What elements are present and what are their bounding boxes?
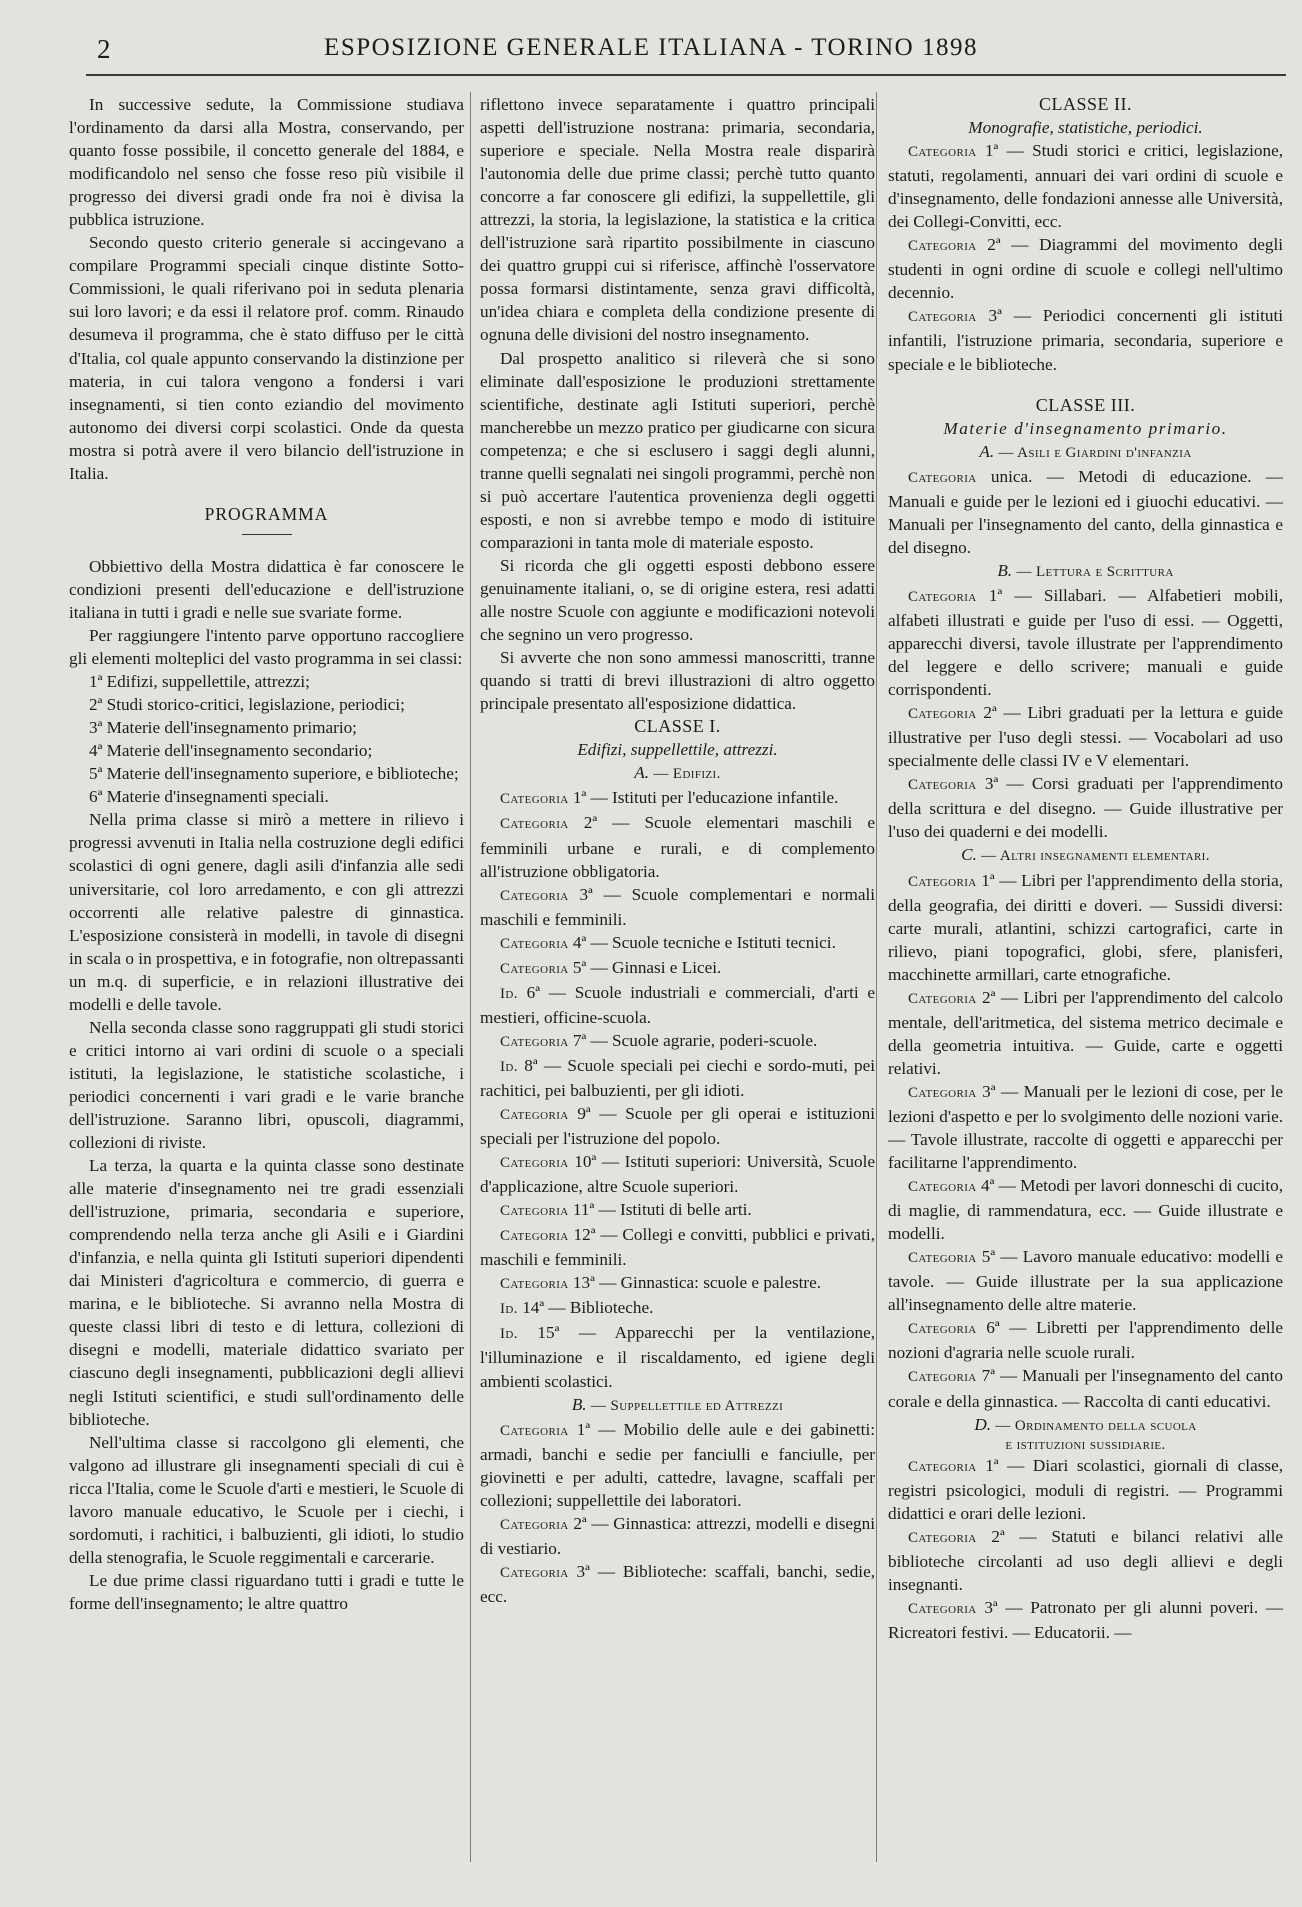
category-entry (888, 772, 1283, 843)
category-number: 2ª (573, 1513, 587, 1533)
category-text: — Scuole industriali e commerciali, d'arti e mestieri, officine-scuola. (480, 982, 875, 1027)
category-entry (480, 786, 875, 811)
category-label: Categoria (908, 1179, 977, 1196)
category-label: Categoria (500, 1155, 569, 1172)
paragraph: Secondo questo criterio generale si accingevano a compilare Programmi speciali cinque distinte Sotto-Commissioni, le quali riferivano poi in seduta plenaria sui loro lavori; e da essi il relatore prof. comm. Rinaudo desumeva il programma, che è stato diffuso per le città d'Italia, col quale appunto conservando la distinzione per materia, in cui talora vengono a fondersi i vari insegnamenti, si tien conto eziandio del movimento autonomo dei diversi corpi scolastici. Onde da questa mostra si potrà avere il vero bilancio dell'istruzione in Italia. (69, 233, 464, 483)
category-number: 1ª (988, 585, 1003, 605)
category-entry (888, 1245, 1283, 1316)
paragraph: Obbiettivo della Mostra didattica è far conoscere le condizioni presenti dell'educazione e dell'istruzione italiana in tutti i gradi e nelle sue svariate forme. (69, 556, 464, 622)
category-text: — Corsi graduati per l'apprendimento della scrittura e del disegno. — Guide illustrative per l'uso dei quaderni e dei modelli. (888, 774, 1284, 842)
section-name: — Altri insegnamenti elementari. (981, 848, 1210, 865)
category-text: — Scuole elementari maschili e femminili urbane e rurali, e di complemento all'istruzione obbligatoria. (480, 813, 876, 881)
category-number: 15ª (537, 1323, 560, 1343)
class-list-item: 4ª Materie dell'insegnamento secondario; (89, 741, 373, 761)
category-label: Categoria (500, 791, 569, 808)
section-letter: A. (979, 441, 995, 461)
category-text: — Metodi per lavori donneschi di cucito, di maglie, di rammendatura, ecc. — Guide illustrate e modelli. (888, 1176, 1283, 1244)
category-number: 14ª (522, 1298, 545, 1318)
section-name: — Suppellettile ed Attrezzi (590, 1397, 784, 1414)
classe-subtitle: Materie d'insegnamento primario. (943, 418, 1228, 438)
category-label: Categoria (908, 1529, 977, 1546)
column-left (69, 93, 464, 1615)
category-entry (480, 956, 875, 981)
category-number: 5ª (981, 1247, 996, 1267)
classe-subtitle: Monografie, statistiche, periodici. (968, 118, 1203, 138)
category-text: — Scuole agrarie, poderi-scuole. (586, 1030, 818, 1050)
category-number: unica. (990, 466, 1033, 486)
section-heading (888, 843, 1283, 868)
class-list-item: 1ª Edifizi, suppellettile, attrezzi; (89, 672, 310, 692)
category-text: — Periodici concernenti gli istituti infantili, l'istruzione primaria, secondaria, superiore e speciale e le biblioteche. (888, 306, 1284, 374)
category-entry (480, 1512, 875, 1560)
category-text: — Scuole tecniche e Istituti tecnici. (586, 932, 836, 952)
category-label: Id. (500, 1301, 518, 1318)
header-rule (86, 74, 1286, 76)
category-text: — Libretti per l'apprendimento delle nozioni d'agraria nelle scuole rurali. (888, 1318, 1284, 1363)
category-label: Categoria (500, 1203, 569, 1220)
category-label: Categoria (908, 588, 977, 605)
category-list (888, 1454, 1283, 1644)
category-number: 6ª (986, 1318, 1000, 1338)
running-title: ESPOSIZIONE GENERALE ITALIANA - TORINO 1898 (324, 34, 978, 61)
paragraph: Si avverte che non sono ammessi manoscritti, tranne quando si tratti di brevi illustrazioni di altro oggetto principale presentato all'esposizione didattica. (480, 648, 875, 714)
category-number: 2ª (991, 1526, 1005, 1546)
category-text: — Diagrammi del movimento degli studenti in ogni ordine di scuole e collegi nell'ultimo decennio. (888, 235, 1283, 303)
category-label: Categoria (908, 777, 977, 794)
category-text: — Sillabari. — Alfabetieri mobili, alfabeti illustrati e guide per l'uso di essi. — Oggetti, apparecchi diversi, tavole illustrate per l'apprendimento del leggere e dello scrivere; manuali e guide corrispondenti. (888, 585, 1284, 700)
category-entry (888, 1174, 1283, 1245)
category-entry (480, 811, 875, 882)
category-label: Categoria (500, 1033, 569, 1050)
class-list-item: 2ª Studi storico-critici, legislazione, periodici; (89, 695, 405, 715)
paragraph: Si ricorda che gli oggetti esposti debbono essere genuinamente italiani, o, se di origine estera, resi adatti alle nostre Scuole con aggiunte e modificazioni notevoli che segnino un vero progresso. (480, 555, 875, 645)
category-label: Categoria (500, 816, 569, 833)
category-label: Categoria (908, 1458, 977, 1475)
category-number: 3ª (579, 884, 593, 904)
category-number: 2ª (987, 235, 1001, 255)
paragraph: Nella seconda classe sono raggruppati gli studi storici e critici intorno ai vari ordini di scuole o a speciali istituti, la legislazione, le statistiche scolastiche, i periodici concernenti i vari gradi e le varie branche dell'istruzione. Saranno libri, opuscoli, diagrammi, collezioni di riviste. (69, 1017, 464, 1153)
category-text: — Studi storici e critici, legislazione, statuti, regolamenti, annuari dei vari ordini di scuole e d'insegnamento, delle fondazioni annesse alle Università, dei Collegi-Convitti, ecc. (888, 141, 1284, 232)
category-label: Categoria (500, 1276, 569, 1293)
category-list (888, 465, 1283, 559)
category-label: Categoria (908, 1250, 977, 1267)
category-label: Categoria (500, 1516, 569, 1533)
paragraph: riflettono invece separatamente i quattro principali aspetti dell'istruzione nostrana: primaria, secondaria, superiore e speciale. Nella Mostra reale disparirà l'autonomia delle due prime classi; perchè tutto quanto concorre a far conoscere gli edifizi, la suppellettile, gli attrezzi, la storia, la legislazione, la statistica e la critica dell'istruzione sarà ripartito possibilmente in ciascuno dei quattro gruppi cui si riferisce, affinchè l'osservatore possa formarsi distintamente, senza gravi difficoltà, un'idea chiara e completa della condizione presente di ognuna delle divisioni del nostro insegnamento. (480, 95, 875, 345)
category-entry (888, 1596, 1283, 1644)
category-entry (480, 981, 875, 1029)
category-number: 1ª (572, 788, 587, 808)
category-entry (888, 465, 1283, 559)
category-list (480, 786, 875, 1392)
category-text: — Lavoro manuale educativo: modelli e tavole. — Guide illustrate per la sua applicazione all'insegnamento delle altre materie. (888, 1247, 1284, 1315)
column-rule-left (470, 92, 471, 1862)
section-heading (888, 440, 1283, 465)
category-entry (888, 1080, 1283, 1174)
category-number: 4ª (572, 932, 587, 952)
category-number: 1ª (576, 1419, 591, 1439)
category-entry (888, 584, 1283, 701)
paragraph: Nell'ultima classe si raccolgono gli elementi, che valgono ad illustrare gli insegnamenti speciali di cui è ricca l'Italia, come le Scuole d'arti e mestieri, le Scuole di lavoro manuale educativo, le Scuole per i ciechi, i sordomuti, i rachitici, i balbuzienti, gli idioti, lo studio della stenografia, le Scuole reggimentali e carcerarie. (69, 1432, 464, 1567)
category-number: 10ª (574, 1152, 597, 1172)
category-entry (480, 1418, 875, 1512)
classe-heading: CLASSE II. (1038, 94, 1132, 114)
paragraph: Dal prospetto analitico si rileverà che si sono eliminate dall'esposizione le produzioni strettamente scientifiche, destinate agli Istituti superiori, perchè mancherebbe un mezzo pratico per giudicarne con sicura competenza; e che si esclusero i saggi degli alunni, tranne quelli segnalati nei singoli programmi, perchè non si può accertare l'autentica provenienza degli oggetti esposti, e non si avrebbe tempo e modo di istituire comparazioni in tanta mole di materiale esposto. (480, 348, 875, 552)
category-label: Categoria (500, 1107, 569, 1124)
category-number: 11ª (572, 1200, 595, 1220)
category-label: Categoria (908, 1084, 977, 1101)
category-text: — Istituti per l'educazione infantile. (586, 788, 839, 808)
category-text: — Scuole per gli operai e istituzioni speciali per l'istruzione del popolo. (480, 1104, 875, 1149)
classe-subtitle: Edifizi, suppellettile, attrezzi. (577, 740, 778, 760)
category-number: 1ª (981, 870, 995, 890)
category-text: — Biblioteche: scaffali, banchi, sedie, ecc. (480, 1561, 876, 1606)
category-list (888, 584, 1283, 844)
category-text: — Istituti di belle arti. (594, 1200, 752, 1220)
category-text: — Ginnastica: scuole e palestre. (594, 1273, 822, 1293)
category-text: — Patronato per gli alunni poveri. — Ricreatori festivi. — Educatorii. — (888, 1597, 1283, 1642)
category-number: 13ª (572, 1273, 595, 1293)
category-list (888, 139, 1283, 375)
category-entry (888, 986, 1283, 1080)
category-text: — Libri graduati per la lettura e guide illustrative per l'uso degli stessi. — Vocabolari ad uso specialmente delle classi IV e V elementari. (888, 703, 1283, 771)
category-entry (888, 1454, 1283, 1525)
category-entry (888, 869, 1283, 986)
page-header (0, 34, 1302, 74)
category-number: 12ª (573, 1225, 596, 1245)
section-heading (888, 559, 1283, 584)
category-label: Categoria (908, 469, 977, 486)
category-text: — Manuali per l'insegnamento del canto corale e della ginnastica. — Raccolta di canti educativi. (888, 1366, 1283, 1411)
category-number: 9ª (577, 1104, 591, 1124)
category-entry (480, 1029, 875, 1054)
category-label: Categoria (500, 1228, 569, 1245)
category-number: 7ª (981, 1366, 995, 1386)
category-entry (888, 233, 1283, 304)
category-entry (888, 1316, 1283, 1364)
category-number: 3ª (984, 1597, 998, 1617)
category-label: Categoria (908, 990, 977, 1007)
category-number: 3ª (984, 774, 999, 794)
section-letter: D. (974, 1414, 992, 1434)
category-entry (480, 1150, 875, 1198)
category-text: — Mobilio delle aule e dei gabinetti: armadi, banchi e sedie per fanciulli e fanciulle, per giovinetti e per adulti, cattedre, lavagne, scaffali per collezioni; suppellettile dei laboratori. (480, 1419, 876, 1510)
category-number: 2ª (583, 813, 598, 833)
category-text: — Scuole complementari e normali maschili e femminili. (480, 884, 876, 929)
category-label: Categoria (500, 960, 569, 977)
category-label: Categoria (908, 706, 977, 723)
category-number: 3ª (988, 306, 1002, 326)
category-list (480, 1418, 875, 1608)
section-heading (480, 1393, 875, 1418)
paragraph: La terza, la quarta e la quinta classe sono destinate alle materie d'insegnamento nei tre gradi essenziali dell'istruzione, primaria, secondaria e superiore, comprendendo nella terza anche gli Asili e i Giardini d'infanzia, e nella quinta gli Istituti superiori dipendenti dai Ministeri d'agricoltura e commercio, di guerra e marina, e le biblioteche. Si avranno nella Mostra di queste classi libri di testo e di lettura, collezioni di disegni e modelli, materiale didattico svariato per ciascuno degli insegnamenti, pubblicazioni degli allievi negli Istituti scientifici, e studi sull'ordinamento delle biblioteche. (69, 1156, 464, 1429)
category-entry (888, 701, 1283, 772)
category-entry (480, 1102, 875, 1150)
paragraph: Nella prima classe si mirò a mettere in rilievo i progressi avvenuti in Italia nella costruzione degli edifici scolastici di ogni genere, dagli asili d'infanzia alle sedi universitarie, col loro arredamento, e con gli attrezzi occorrenti alle relative palestre di ginnastica. L'esposizione consisterà in modelli, in tavole di disegni in scala o in prospettiva, e in fotografie, non oltrepassanti un m.q. di superficie, e in relazioni illustrative dei modelli e delle tavole. (69, 810, 464, 1014)
paragraph: Le due prime classi riguardano tutti i gradi e tutte le forme dell'insegnamento; le altre quattro (69, 1570, 464, 1613)
category-entry (480, 931, 875, 956)
category-number: 3ª (982, 1081, 996, 1101)
category-label: Categoria (500, 935, 569, 952)
classe-heading: CLASSE III. (1035, 394, 1136, 415)
programma-heading: PROGRAMMA (204, 503, 329, 524)
column-middle (480, 93, 875, 1608)
category-number: 1ª (984, 141, 999, 161)
category-label: Categoria (908, 1369, 977, 1386)
section-letter: C. (961, 845, 977, 865)
class-list-item: 3ª Materie dell'insegnamento primario; (89, 718, 357, 738)
category-entry (888, 1364, 1283, 1412)
section-rule (242, 534, 292, 535)
category-text: — Scuole speciali pei ciechi e sordo-muti, pei rachitici, pei balbuzienti, per gli idioti. (480, 1055, 876, 1100)
category-number: 7ª (572, 1030, 587, 1050)
category-label: Id. (500, 1326, 518, 1343)
category-text: — Manuali per le lezioni di cose, per le lezioni d'aspetto e per lo svolgimento delle nozioni varie. — Tavole illustrate, raccolte di oggetti e apparecchi per facilitarne l'apprendimento. (888, 1081, 1283, 1173)
category-entry (480, 1271, 875, 1296)
classe-heading: CLASSE I. (634, 716, 721, 737)
category-list (888, 869, 1283, 1413)
category-label: Categoria (908, 1600, 977, 1617)
category-number: 1ª (985, 1455, 999, 1475)
column-rule-right (876, 92, 877, 1862)
category-label: Id. (500, 1058, 518, 1075)
category-number: 3ª (576, 1561, 590, 1581)
category-entry (480, 1560, 875, 1608)
category-label: Categoria (908, 144, 977, 161)
column-right (888, 93, 1283, 1644)
section-letter: B. (571, 1394, 587, 1414)
section-letter: A. (634, 763, 650, 783)
category-entry (888, 304, 1283, 375)
category-entry (480, 1296, 875, 1321)
section-name: — Asili e Giardini d'infanzia (998, 444, 1192, 461)
category-label: Categoria (908, 1321, 977, 1338)
category-label: Categoria (500, 1564, 569, 1581)
section-heading (480, 761, 875, 786)
section-name: — Lettura e Scrittura (1016, 563, 1174, 580)
category-label: Categoria (908, 238, 977, 255)
category-label: Categoria (908, 309, 977, 326)
category-number: 8ª (524, 1055, 538, 1075)
category-entry (480, 1223, 875, 1271)
category-entry (480, 1321, 875, 1392)
category-label: Categoria (908, 873, 977, 890)
category-number: 2ª (983, 703, 997, 723)
category-label: Categoria (500, 1422, 569, 1439)
category-text: — Libri per l'apprendimento della storia, della geografia, dei diritti e doveri. — Sussidi diversi: carte murali, atlantini, schizzi cartografici, carte in rilievo, piani topografici, globi, sfere, planisferi, macchinette armillari, carte etnografiche. (888, 870, 1283, 984)
class-list-item: 5ª Materie dell'insegnamento superiore, e biblioteche; (89, 764, 459, 784)
category-text: — Biblioteche. (544, 1298, 654, 1318)
category-text: — Libri per l'apprendimento del calcolo mentale, dell'aritmetica, del sistema metrico decimale e della geometria intuitiva. — Guide, carte e oggetti relativi. (888, 987, 1283, 1078)
section-letter: B. (997, 560, 1013, 580)
category-text: — Diari scolastici, giornali di classe, registri psicologici, moduli di registri. — Programmi didattici e orari delle lezioni. (888, 1455, 1284, 1523)
category-entry (888, 139, 1283, 233)
category-text: — Collegi e convitti, pubblici e privati, maschili e femminili. (480, 1225, 875, 1270)
page-number: 2 (97, 34, 111, 64)
programma-heading-block (69, 503, 464, 535)
category-entry (888, 1525, 1283, 1596)
category-number: 6ª (526, 982, 540, 1002)
category-text: — Ginnasi e Licei. (586, 957, 722, 977)
section-name-line2: e istituzioni sussidiarie. (1005, 1436, 1166, 1453)
category-entry (480, 1054, 875, 1102)
category-text: — Statuti e bilanci relativi alle biblioteche circolanti ad uso degli allievi e degli insegnanti. (888, 1526, 1284, 1594)
section-name: — Ordinamento della scuola (995, 1417, 1197, 1434)
category-number: 2ª (982, 987, 996, 1007)
category-text: — Apparecchi per la ventilazione, l'illuminazione e il riscaldamento, ed igiene degli ambienti scolastici. (480, 1323, 875, 1391)
class-list-item: 6ª Materie d'insegnamenti speciali. (89, 787, 329, 807)
paragraph: In successive sedute, la Commissione studiava l'ordinamento da darsi alla Mostra, conservando, per quanto fosse possibile, il concetto generale del 1884, e modificandolo nel senso che fosse reso più visibile il progresso dei diversi gradi onde fra noi è divisa la pubblica istruzione. (69, 95, 464, 230)
section-name: — Edifizi. (653, 766, 721, 783)
paragraph: Per raggiungere l'intento parve opportuno raccogliere gli elementi molteplici del vasto programma in sei classi: (69, 625, 464, 669)
category-text: — Metodi di educazione. — Manuali e guide per le lezioni ed i giuochi educativi. — Manuali per l'insegnamento del canto, della ginnastica e del disegno. (888, 466, 1283, 557)
section-heading (888, 1413, 1283, 1454)
category-text: — Ginnastica: attrezzi, modelli e disegni di vestiario. (480, 1513, 875, 1558)
category-entry (480, 883, 875, 931)
category-number: 4ª (980, 1176, 995, 1196)
category-label: Categoria (500, 887, 569, 904)
category-entry (480, 1198, 875, 1223)
category-text: — Istituti superiori: Università, Scuole d'applicazione, altre Scuole superiori. (480, 1152, 875, 1197)
category-number: 5ª (572, 957, 587, 977)
category-label: Id. (500, 985, 518, 1002)
